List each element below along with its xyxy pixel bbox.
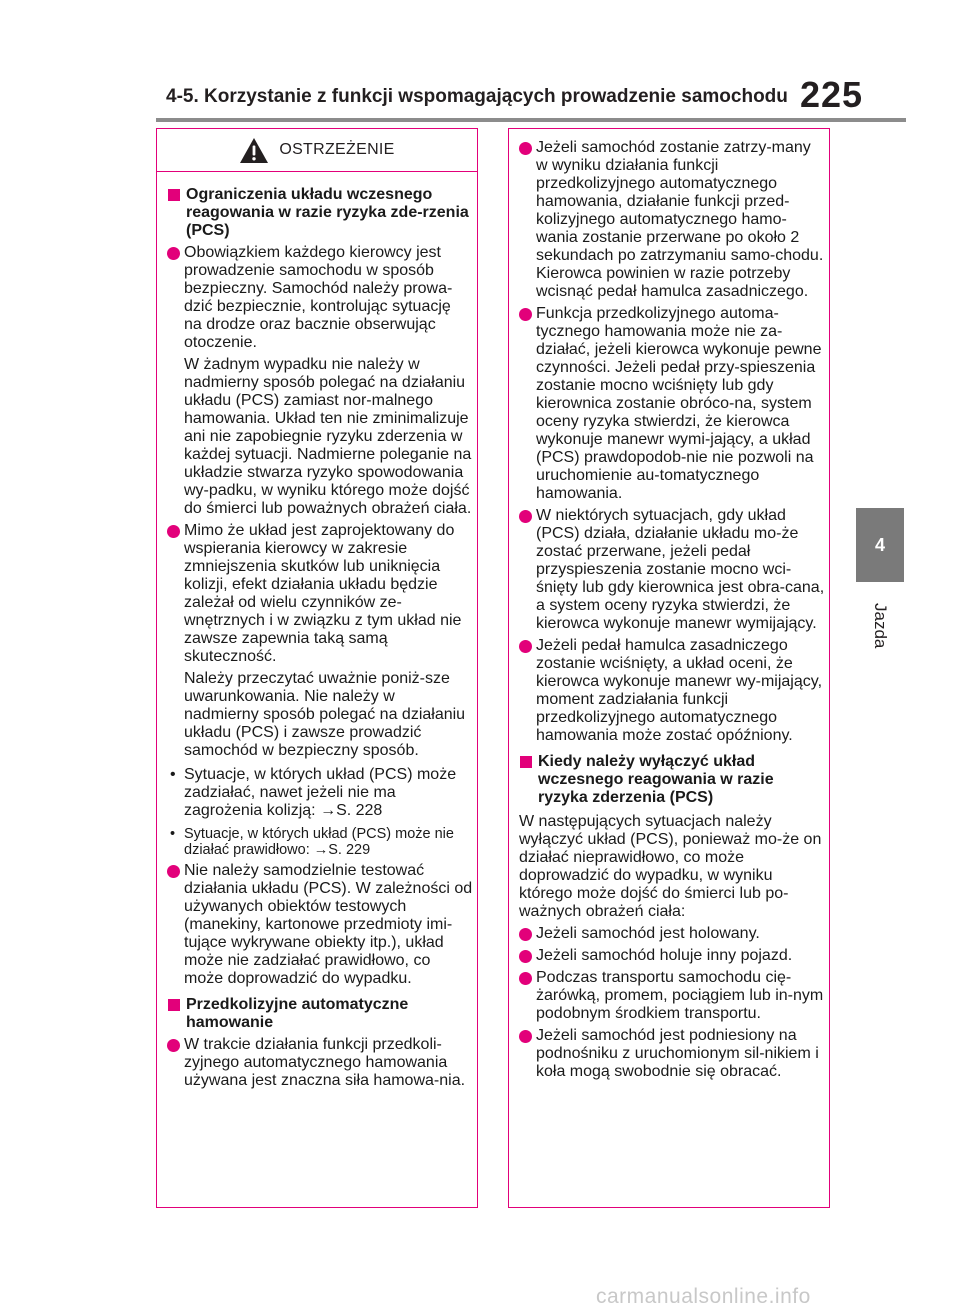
round-bullet-icon	[167, 1039, 180, 1052]
warning-note: W żadnym wypadku nie należy w nadmierny sposób polegać na działaniu układu (PCS) zamiast nor-malnego hamowania. Układ ten nie zminimalizuje ani nie zapobiegnie ryzyku zderzenia w każdej sytuacji. Nadmierne poleganie na układzie stwarza ryzyko spowodowania wy-padku, w wyniku którego może dojść do śmierci lub poważnych obrażeń ciała.	[184, 356, 472, 517]
reference-text: Sytuacje, w których układ (PCS) może zadziałać, nawet jeżeli nie ma zagrożenia kolizją: →S. 228	[184, 766, 457, 819]
round-bullet-icon	[519, 928, 532, 941]
round-bullet-icon	[519, 510, 532, 523]
item-text: W niektórych sytuacjach, gdy układ (PCS) działa, działanie układu mo-że zostać przerwane, jeżeli pedał przyspieszenia zostanie mocno wci-śnięty lub gdy kierownica jest obra-cana, a system oceny ryzyka stwierdzi, że kierowca wykonuje manewr wymijający.	[536, 507, 825, 632]
item-text: Jeżeli pedał hamulca zasadniczego zostanie wciśnięty, a układ oceni, że kierowca wykonuje manewr wy-mijający, moment zadziałania funkcji przedkolizyjnego automatycznego hamowania może zostać opóźniony.	[536, 637, 823, 744]
warning-note: Należy przeczytać uważnie poniż-sze uwarunkowania. Nie należy w nadmierny sposób polegać na działaniu układu (PCS) i zawsze prowadzić samochód w bezpieczny sposób.	[184, 670, 466, 759]
round-bullet-icon	[519, 972, 532, 985]
warning-item	[519, 139, 825, 301]
item-text: Jeżeli samochód holuje inny pojazd.	[536, 947, 793, 964]
item-text: Jeżeli samochód zostanie zatrzy-many w wyniku działania funkcji przedkolizyjnego automatycznego hamowania, działanie funkcji przed-kolizyjnego automatycznego hamo-wania zostanie przerwane po około 2 sekundach po zatrzymaniu samo-chodu. Kierowca powinien w razie potrzeby wcisnąć pedał hamulca zasadniczego.	[536, 139, 824, 300]
warning-item	[519, 305, 825, 503]
warning-subheading	[519, 753, 825, 807]
round-bullet-icon	[519, 640, 532, 653]
warning-box	[156, 128, 478, 1208]
item-text: Jeżeli samochód jest holowany.	[536, 925, 760, 942]
item-text: Funkcja przedkolizyjnego automa-tycznego hamowania może nie za-działać, jeżeli kierowca wykonuje pewne czynności. Jeżeli pedał przy-spieszenia zostanie mocno wciśnięty lub gdy kierownica zostanie obróco-na, system oceny ryzyka stwierdzi, że kierowca wykonuje manewr wymi-jający, a układ (PCS) prawdopodob-nie nie pozwoli na uruchomienie au-tomatycznego hamowania.	[536, 305, 822, 502]
warning-item	[167, 244, 473, 352]
warning-item	[167, 522, 473, 666]
reference-item[interactable]	[167, 766, 473, 820]
warning-triangle-icon	[239, 137, 269, 164]
reference-text: Sytuacje, w których układ (PCS) może nie działać prawidłowo: →S. 229	[184, 826, 454, 858]
round-bullet-icon	[167, 865, 180, 878]
chapter-number: 4	[874, 534, 885, 555]
warning-label: OSTRZEŻENIE	[279, 141, 395, 158]
item-text: Jeżeli samochód jest podniesiony na podnośniku z uruchomionym sil-nikiem i koła mogą swobodnie się obracać.	[536, 1027, 819, 1080]
item-text: Podczas transportu samochodu cię-żarówką, promem, pociągiem lub in-nym podobnym środkiem transportu.	[536, 969, 824, 1022]
item-text: Mimo że układ jest zaprojektowany do wspierania kierowcy w zakresie zmniejszenia skutków lub uniknięcia kolizji, efekt działania układu będzie zależał od wielu czynników ze-wnętrznych i w związku z tym układ nie zawsze zapewnia taką samą skuteczność.	[184, 522, 462, 665]
warning-item	[519, 507, 825, 633]
round-bullet-icon	[167, 525, 180, 538]
warning-item	[519, 925, 825, 943]
item-text: Nie należy samodzielnie testować działania układu (PCS). W zależności od używanych obiektów testowych (manekiny, kartonowe przedmioty imi-tujące wykrywane obiekty itp.), układ może nie zadziałać prawidłowo, co może doprowadzić do wypadku.	[184, 862, 473, 987]
item-text: Obowiązkiem każdego kierowcy jest prowadzenie samochodu w sposób bezpieczny. Samochód należy prowa-dzić bezpiecznie, kontrolując sytuację na drodze oraz bacznie obserwując otoczenie.	[184, 244, 453, 351]
round-bullet-icon	[519, 142, 532, 155]
round-bullet-icon	[519, 950, 532, 963]
warning-item	[519, 947, 825, 965]
bullet-marker: •	[170, 826, 176, 842]
square-bullet-icon	[520, 756, 532, 768]
warning-header	[157, 129, 477, 172]
paragraph: W następujących sytuacjach należy wyłączyć układ (PCS), ponieważ mo-że on działać nieprawidłowo, co może doprowadzić do wypadku, w wyniku którego może dojść do śmierci lub po-ważnych obrażeń ciała:	[519, 813, 822, 920]
warning-item	[519, 969, 825, 1023]
page-number: 225	[800, 74, 864, 115]
square-bullet-icon	[168, 999, 180, 1011]
reference-item[interactable]	[167, 826, 473, 858]
subheading-text: Przedkolizyjne automatyczne hamowanie	[186, 996, 409, 1031]
bullet-marker: •	[170, 766, 176, 783]
chapter-tab[interactable]	[856, 508, 904, 582]
warning-item	[167, 862, 473, 988]
round-bullet-icon	[519, 308, 532, 321]
warning-content	[157, 172, 477, 1090]
continuation-content	[509, 129, 829, 1081]
watermark: carmanualsonline.info	[596, 1285, 811, 1308]
header-rule	[156, 118, 906, 122]
item-text: W trakcie działania funkcji przedkoli-zyjnego automatycznego hamowania używana jest znaczna siła hamowa-nia.	[184, 1036, 466, 1089]
warning-subheading	[167, 186, 473, 240]
continuation-box	[508, 128, 830, 1208]
square-bullet-icon	[168, 189, 180, 201]
subheading-text: Ograniczenia układu wczesnego reagowania w razie ryzyka zde-rzenia (PCS)	[186, 186, 469, 239]
round-bullet-icon	[167, 247, 180, 260]
warning-subheading	[167, 996, 473, 1032]
subheading-text: Kiedy należy wyłączyć układ wczesnego reagowania w razie ryzyka zderzenia (PCS)	[538, 753, 774, 806]
chapter-label: Jazda	[871, 603, 890, 649]
section-title: 4-5. Korzystanie z funkcji wspomagających prowadzenie samochodu	[166, 86, 788, 107]
warning-item	[519, 637, 825, 745]
round-bullet-icon	[519, 1030, 532, 1043]
warning-item	[167, 1036, 473, 1090]
warning-item	[519, 1027, 825, 1081]
